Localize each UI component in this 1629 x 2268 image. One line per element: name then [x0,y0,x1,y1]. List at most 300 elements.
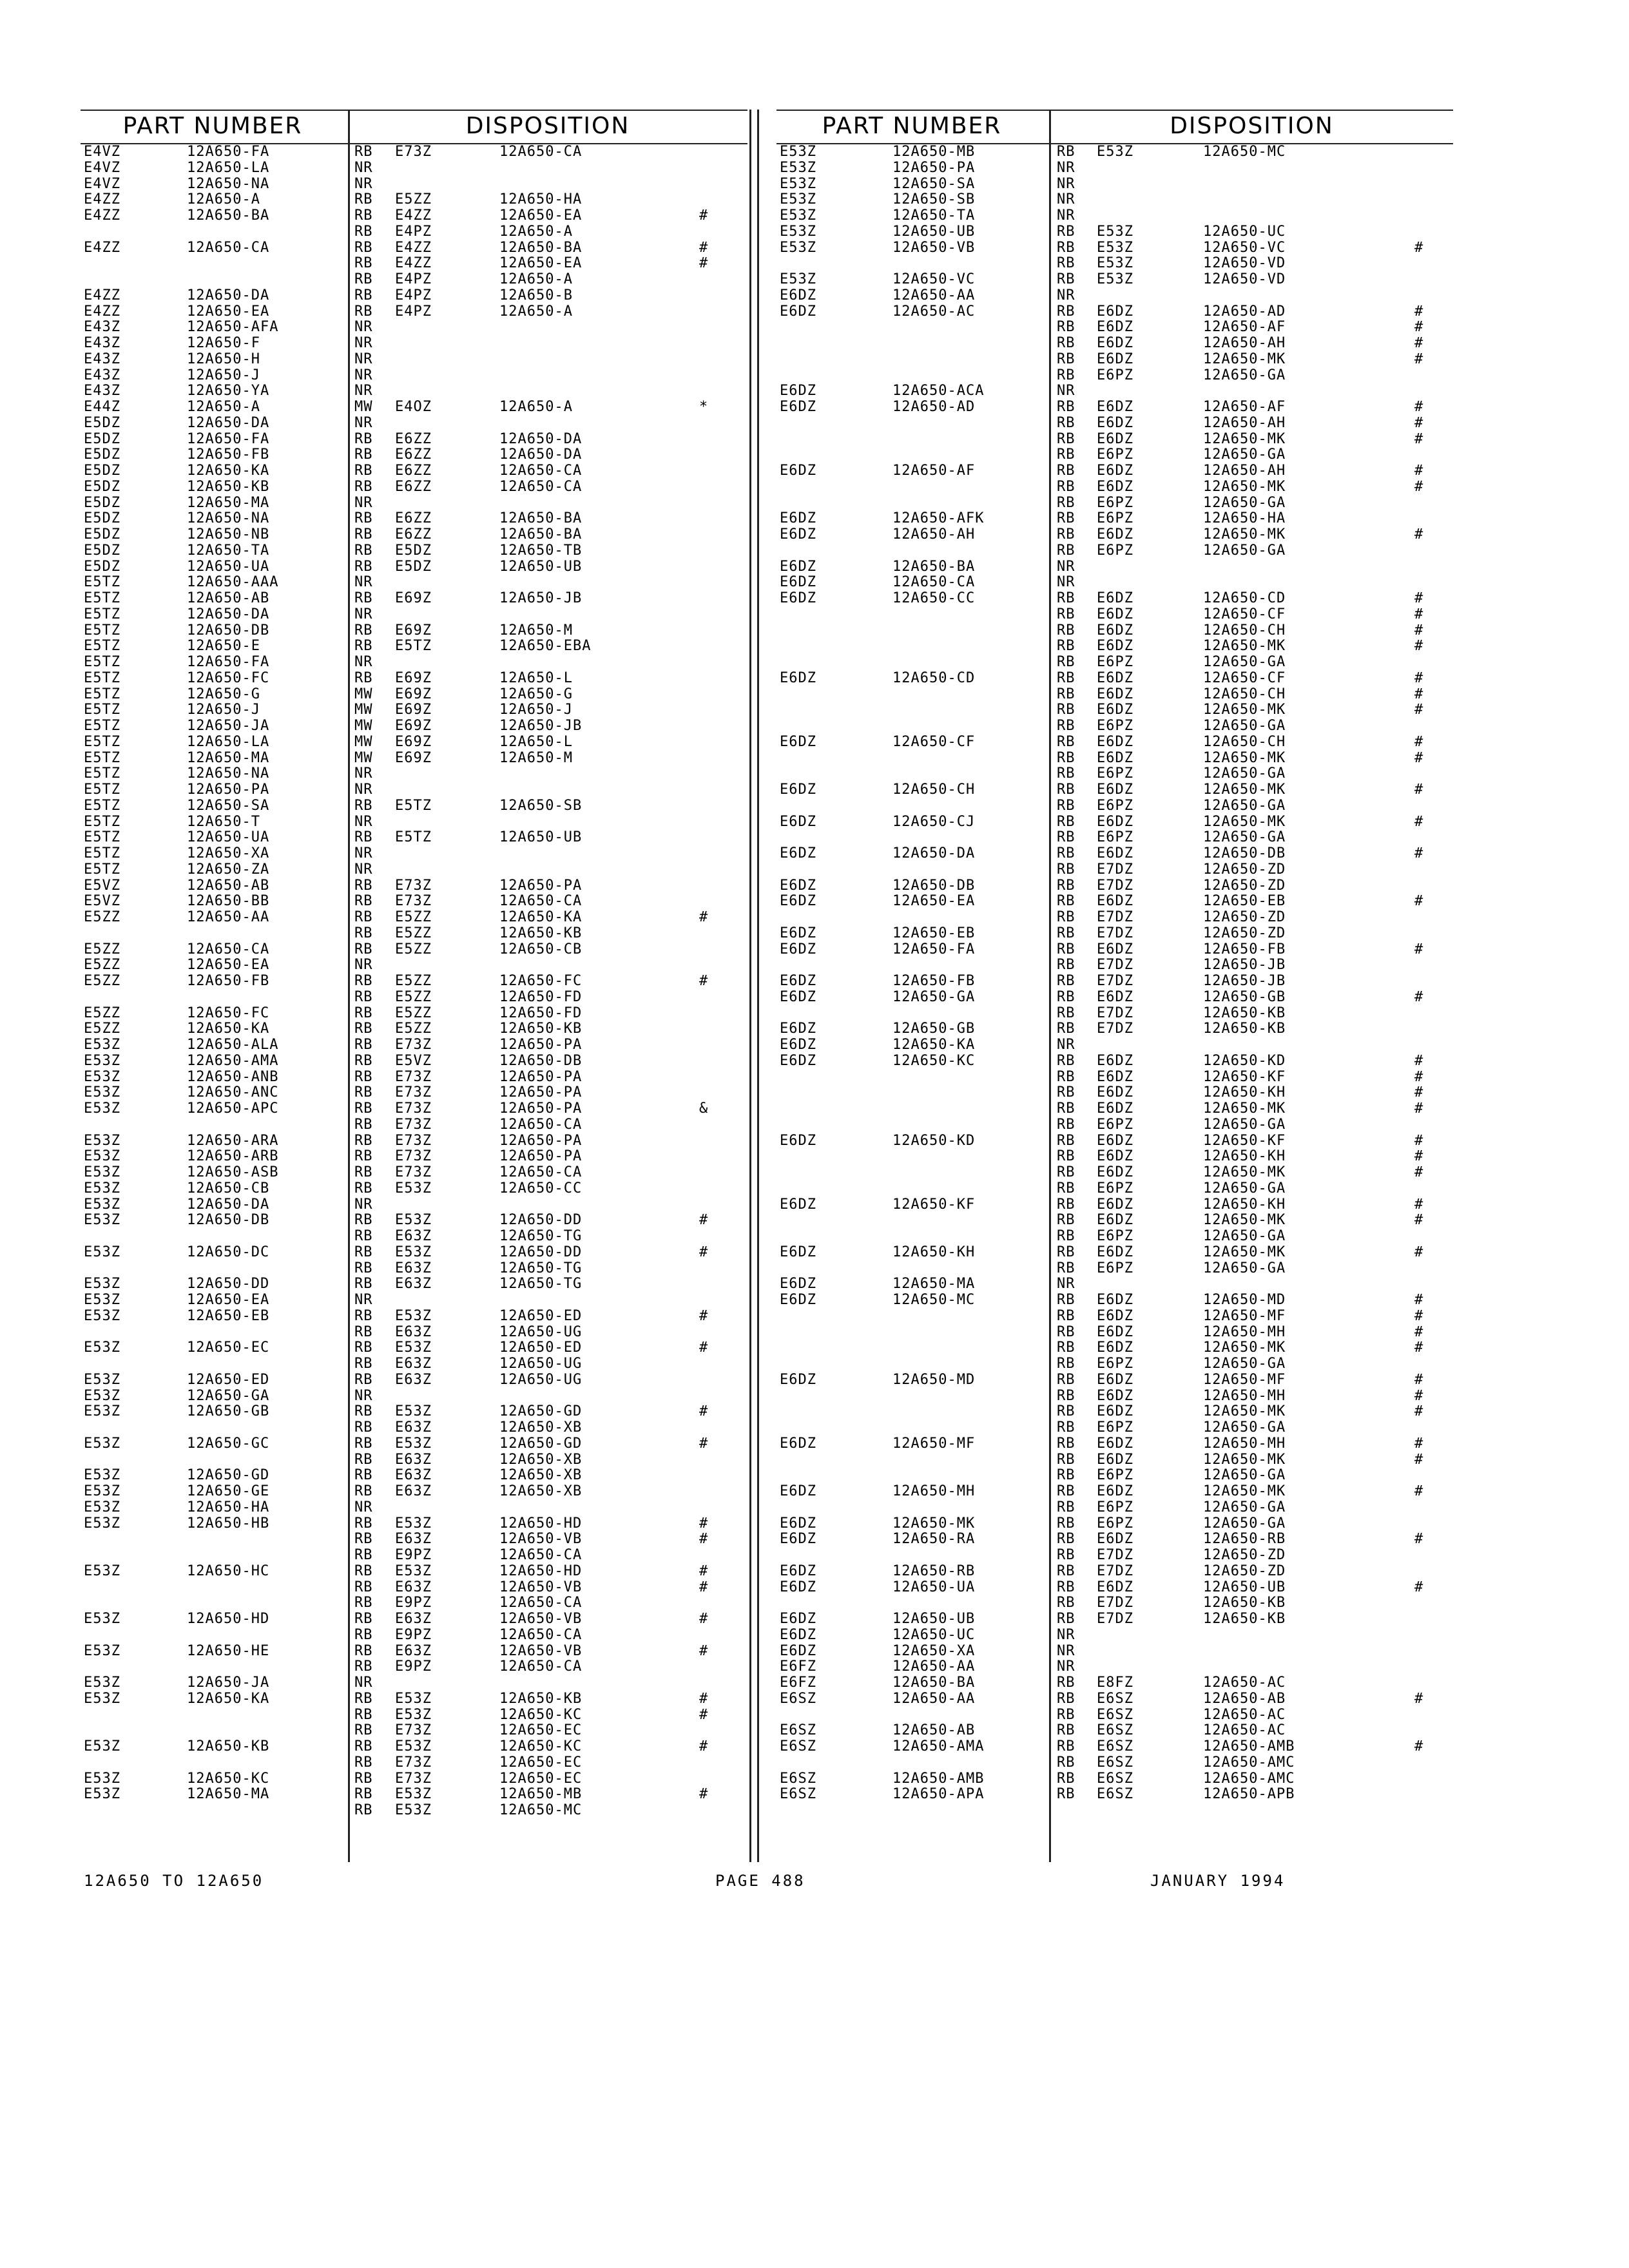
code: NR [354,1499,373,1515]
disp-prefix: E6DZ [1097,1387,1133,1404]
disp-prefix: E7DZ [1097,1562,1133,1579]
table-row [776,1468,1453,1484]
table-row [81,1659,747,1675]
part-number: 12A650-AA [892,287,976,303]
disp-prefix: E6SZ [1097,1722,1133,1739]
table-row [81,1675,747,1691]
code: RB [354,1100,373,1117]
part-number: 12A650-SA [892,175,976,192]
disp-number: 12A650-MK [1203,526,1286,543]
code: RB [354,1435,373,1452]
code: RB [354,1786,373,1803]
disp-prefix: E6SZ [1097,1738,1133,1754]
disp-number: 12A650-CH [1203,622,1286,639]
disp-prefix: E6DZ [1097,1132,1133,1149]
part-number: 12A650-MA [187,494,270,511]
code: RB [1057,1244,1075,1260]
code: RB [1057,414,1075,431]
left-rows [81,144,747,1819]
disp-number: 12A650-A [499,303,573,320]
code: RB [354,510,373,527]
disp-prefix: E63Z [395,1642,432,1659]
table-row [81,1085,747,1101]
part-prefix: E6DZ [780,1021,816,1037]
flag: # [699,1515,709,1532]
code: RB [1057,1483,1075,1499]
flag: # [1414,399,1424,415]
code: NR [1057,1037,1075,1053]
disp-number: 12A650-GA [1203,1515,1286,1532]
disp-prefix: E6DZ [1097,399,1133,415]
part-prefix: E4VZ [84,159,120,176]
part-number: 12A650-KA [187,463,270,479]
table-row [81,607,747,623]
disp-number: 12A650-AF [1203,399,1286,415]
disp-prefix: E69Z [395,686,432,702]
disp-number: 12A650-UG [499,1356,583,1372]
table-row [81,830,747,846]
part-prefix: E6DZ [780,463,816,479]
part-number: 12A650-MD [892,1371,976,1388]
disp-prefix: E6PZ [1097,797,1133,814]
flag: # [1414,813,1424,830]
part-number: 12A650-MA [892,1276,976,1293]
table-row [776,1372,1453,1389]
table-row [81,926,747,942]
table-row [81,1595,747,1611]
disp-prefix: E7DZ [1097,861,1133,878]
disp-prefix: E6DZ [1097,1483,1133,1499]
disp-number: 12A650-JB [499,590,583,606]
flag: & [699,1100,709,1117]
disp-prefix: E6ZZ [395,430,432,447]
table-row [81,1340,747,1356]
disp-number: 12A650-MK [1203,638,1286,655]
disp-prefix: E9PZ [395,1658,432,1675]
table-row [81,160,747,177]
part-number: 12A650-PA [187,782,270,798]
table-row [81,798,747,814]
disp-prefix: E6DZ [1097,638,1133,655]
disp-prefix: E53Z [1097,255,1133,272]
flag: # [1414,1483,1424,1499]
disp-prefix: E6DZ [1097,351,1133,367]
part-prefix: E6DZ [780,287,816,303]
table-row [81,208,747,224]
part-prefix: E5TZ [84,654,120,670]
disp-number: 12A650-CC [499,1180,583,1196]
disp-prefix: E53Z [395,1403,432,1420]
table-row [81,575,747,591]
disp-number: 12A650-ZD [1203,1562,1286,1579]
part-prefix: E5TZ [84,686,120,702]
part-prefix: E4ZZ [84,207,120,224]
part-prefix: E4ZZ [84,191,120,208]
disp-number: 12A650-FC [499,973,583,989]
code: RB [354,1276,373,1293]
disp-prefix: E6PZ [1097,1419,1133,1436]
disp-prefix: E73Z [395,1116,432,1133]
part-prefix: E53Z [84,1499,120,1515]
code: RB [1057,686,1075,702]
table-row [81,1723,747,1739]
code: RB [354,1483,373,1499]
part-number: 12A650-DA [187,414,270,431]
right-header [776,110,1453,144]
part-prefix: E6FZ [780,1675,816,1691]
part-number: 12A650-MA [187,749,270,766]
table-row [81,766,747,782]
part-number: 12A650-ZA [187,861,270,878]
code: RB [354,1802,373,1818]
part-prefix: E53Z [780,159,816,176]
part-prefix: E6DZ [780,877,816,894]
disp-prefix: E6DZ [1097,303,1133,320]
part-number: 12A650-DA [187,606,270,622]
code: RB [354,239,373,256]
disp-prefix: E5VZ [395,1052,432,1069]
flag: # [1414,749,1424,766]
part-prefix: E4ZZ [84,303,120,320]
table-row [81,1053,747,1070]
disp-prefix: E63Z [395,1611,432,1627]
disp-number: 12A650-AMC [1203,1770,1295,1787]
code: RB [1057,1690,1075,1707]
table-row [81,1356,747,1372]
part-number: 12A650-FA [892,941,976,957]
disp-number: 12A650-GA [1203,1116,1286,1133]
part-number: 12A650-GE [187,1483,270,1499]
part-prefix: E6DZ [780,1371,816,1388]
part-number: 12A650-SB [892,191,976,208]
part-prefix: E6DZ [780,1483,816,1499]
code: RB [1057,845,1075,861]
table-row [776,639,1453,655]
table-row [776,160,1453,177]
table-row [776,1516,1453,1532]
flag: # [1414,1212,1424,1229]
part-number: 12A650-ANC [187,1084,279,1101]
code: NR [354,335,373,351]
table-row [81,687,747,703]
part-number: 12A650-NA [187,765,270,782]
table-row [776,798,1453,814]
table-row [81,1404,747,1420]
disp-prefix: E6PZ [1097,542,1133,559]
part-number: 12A650-FB [187,973,270,989]
disp-prefix: E6DZ [1097,1084,1133,1101]
flag: # [1414,1052,1424,1069]
disp-prefix: E53Z [395,1706,432,1723]
code: RB [354,1244,373,1260]
table-row [81,320,747,336]
part-number: 12A650-TA [892,207,976,224]
part-number: 12A650-DC [187,1244,270,1260]
center-divider-b [757,110,759,1862]
part-number: 12A650-EB [892,925,976,941]
table-row [776,735,1453,751]
part-number: 12A650-AFK [892,510,985,527]
flag: # [699,973,709,989]
disp-prefix: E53Z [395,1562,432,1579]
table-row [776,432,1453,448]
code: RB [354,1371,373,1388]
disp-prefix: E6PZ [1097,1116,1133,1133]
disp-number: 12A650-VB [499,1642,583,1659]
part-number: 12A650-KD [892,1132,976,1149]
code: NR [1057,287,1075,303]
disp-prefix: E7DZ [1097,1021,1133,1037]
disp-prefix: E5ZZ [395,941,432,957]
part-prefix: E6DZ [780,1196,816,1213]
disp-prefix: E73Z [395,1037,432,1053]
disp-prefix: E6PZ [1097,829,1133,846]
code: RB [1057,271,1075,287]
code: MW [354,702,373,718]
disp-prefix: E63Z [395,1531,432,1548]
code: RB [1057,494,1075,511]
disp-number: 12A650-KF [1203,1068,1286,1085]
part-number: 12A650-DA [187,1196,270,1213]
table-row [81,288,747,304]
disp-number: 12A650-KH [1203,1084,1286,1101]
disp-number: 12A650-MK [1203,351,1286,367]
right-part-number-header: PART NUMBER [822,113,1002,139]
code: RB [1057,941,1075,957]
table-row [81,862,747,878]
table-row [776,1133,1453,1149]
table-row [776,1771,1453,1787]
disp-prefix: E6DZ [1097,590,1133,606]
part-number: 12A650-KA [187,1690,270,1707]
code: RB [1057,765,1075,782]
part-number: 12A650-ARB [187,1148,279,1165]
disp-prefix: E53Z [395,1340,432,1356]
code: RB [1057,1738,1075,1754]
disp-prefix: E4PZ [395,303,432,320]
disp-prefix: E6DZ [1097,1307,1133,1324]
disp-prefix: E5ZZ [395,973,432,989]
part-number: 12A650-A [187,399,260,415]
code: NR [354,159,373,176]
table-row [776,575,1453,591]
disp-prefix: E53Z [395,1435,432,1452]
disp-number: 12A650-AMC [1203,1754,1295,1771]
disp-prefix: E73Z [395,1754,432,1771]
disp-prefix: E69Z [395,590,432,606]
part-prefix: E53Z [84,1292,120,1308]
table-row [776,1580,1453,1596]
disp-number: 12A650-VD [1203,255,1286,272]
footer-range: 12A650 TO 12A650 [84,1872,264,1890]
part-prefix: E5TZ [84,590,120,606]
part-number: 12A650-BA [187,207,270,224]
code: NR [354,1387,373,1404]
code: RB [354,1658,373,1675]
part-number: 12A650-MA [187,1786,270,1803]
code: RB [1057,1531,1075,1548]
part-prefix: E6DZ [780,733,816,750]
code: NR [354,765,373,782]
table-row [776,846,1453,862]
code: RB [354,1626,373,1643]
part-prefix: E5ZZ [84,973,120,989]
disp-number: 12A650-VB [499,1531,583,1548]
part-number: 12A650-HB [187,1515,270,1532]
part-number: 12A650-GB [892,1021,976,1037]
disp-prefix: E69Z [395,733,432,750]
part-number: 12A650-CF [892,733,976,750]
part-prefix: E53Z [84,1690,120,1707]
table-row [81,1532,747,1548]
disp-prefix: E6DZ [1097,1371,1133,1388]
part-prefix: E5TZ [84,782,120,798]
table-row [81,974,747,990]
footer-date: JANUARY 1994 [1150,1872,1286,1890]
disp-prefix: E6DZ [1097,1403,1133,1420]
disp-number: 12A650-MK [1203,813,1286,830]
table-row [776,1548,1453,1564]
disp-number: 12A650-PA [499,1132,583,1149]
code: RB [354,1004,373,1021]
part-number: 12A650-MB [892,144,976,160]
code: RB [1057,367,1075,383]
flag: # [1414,303,1424,320]
code: NR [1057,207,1075,224]
code: RB [1057,542,1075,559]
part-prefix: E6DZ [780,988,816,1005]
code: RB [354,1690,373,1707]
code: RB [1057,1499,1075,1515]
disp-number: 12A650-A [499,271,573,287]
disp-prefix: E6DZ [1097,686,1133,702]
table-row [81,957,747,974]
part-number: 12A650-EC [187,1340,270,1356]
disp-number: 12A650-L [499,669,573,686]
table-row [81,559,747,575]
code: RB [1057,1611,1075,1627]
disp-number: 12A650-AMB [1203,1738,1295,1754]
disp-number: 12A650-KH [1203,1148,1286,1165]
flag: # [1414,686,1424,702]
disp-number: 12A650-MF [1203,1371,1286,1388]
part-prefix: E6DZ [780,813,816,830]
table-row [776,1755,1453,1771]
disp-number: 12A650-EC [499,1722,583,1739]
table-row [776,1723,1453,1739]
flag: # [1414,988,1424,1005]
table-row [81,910,747,926]
table-row [81,1611,747,1628]
table-row [81,432,747,448]
table-row [81,1133,747,1149]
disp-number: 12A650-PA [499,1100,583,1117]
part-number: 12A650-KB [187,1738,270,1754]
table-row [776,224,1453,240]
part-prefix: E53Z [780,144,816,160]
disp-prefix: E6DZ [1097,1451,1133,1468]
flag: # [1414,526,1424,543]
code: NR [354,383,373,399]
disp-prefix: E6DZ [1097,1244,1133,1260]
part-number: 12A650-FC [187,1004,270,1021]
part-prefix: E6DZ [780,973,816,989]
code: RB [1057,1164,1075,1180]
part-number: 12A650-AB [187,877,270,894]
table-row [81,1755,747,1771]
code: NR [1057,191,1075,208]
table-row [776,782,1453,798]
disp-prefix: E6PZ [1097,1356,1133,1372]
table-row [776,1006,1453,1022]
disp-number: 12A650-KB [499,1021,583,1037]
code: RB [1057,973,1075,989]
code: RB [354,1738,373,1754]
code: RB [1057,909,1075,925]
code: RB [1057,1467,1075,1484]
disp-number: 12A650-KB [1203,1611,1286,1627]
table-row [81,272,747,288]
disp-prefix: E53Z [395,1180,432,1196]
part-number: 12A650-ASB [187,1164,279,1180]
disp-number: 12A650-PA [499,1068,583,1085]
disp-prefix: E6ZZ [395,526,432,543]
code: RB [354,287,373,303]
disp-prefix: E6PZ [1097,654,1133,670]
part-prefix: E53Z [84,1244,120,1260]
disp-prefix: E63Z [395,1451,432,1468]
disp-prefix: E53Z [395,1738,432,1754]
part-prefix: E6DZ [780,303,816,320]
disp-number: 12A650-FD [499,1004,583,1021]
table-row [776,447,1453,463]
part-prefix: E6DZ [780,383,816,399]
table-row [776,702,1453,718]
table-row [776,1021,1453,1037]
flag: # [699,1340,709,1356]
table-row [776,1500,1453,1516]
disp-prefix: E63Z [395,1371,432,1388]
part-prefix: E6DZ [780,1037,816,1053]
disp-prefix: E73Z [395,1770,432,1787]
disp-number: 12A650-ZD [1203,877,1286,894]
code: NR [1057,1276,1075,1293]
table-row [81,1213,747,1229]
code: RB [1057,1323,1075,1340]
disp-number: 12A650-DB [1203,845,1286,861]
disp-prefix: E6DZ [1097,1435,1133,1452]
disp-number: 12A650-BA [499,510,583,527]
code: NR [354,351,373,367]
code: RB [354,1084,373,1101]
disp-prefix: E6DZ [1097,988,1133,1005]
flag: # [1414,335,1424,351]
table-row [81,352,747,368]
disp-prefix: E7DZ [1097,1547,1133,1563]
disp-number: 12A650-CB [499,941,583,957]
part-prefix: E6DZ [780,845,816,861]
table-row [776,527,1453,543]
flag: # [1414,893,1424,910]
part-prefix: E5DZ [84,542,120,559]
table-row [81,894,747,910]
disp-number: 12A650-GA [1203,1499,1286,1515]
part-prefix: E5ZZ [84,957,120,974]
code: RB [354,590,373,606]
table-row [81,655,747,671]
part-number: 12A650-CH [892,782,976,798]
part-prefix: E6SZ [780,1786,816,1803]
